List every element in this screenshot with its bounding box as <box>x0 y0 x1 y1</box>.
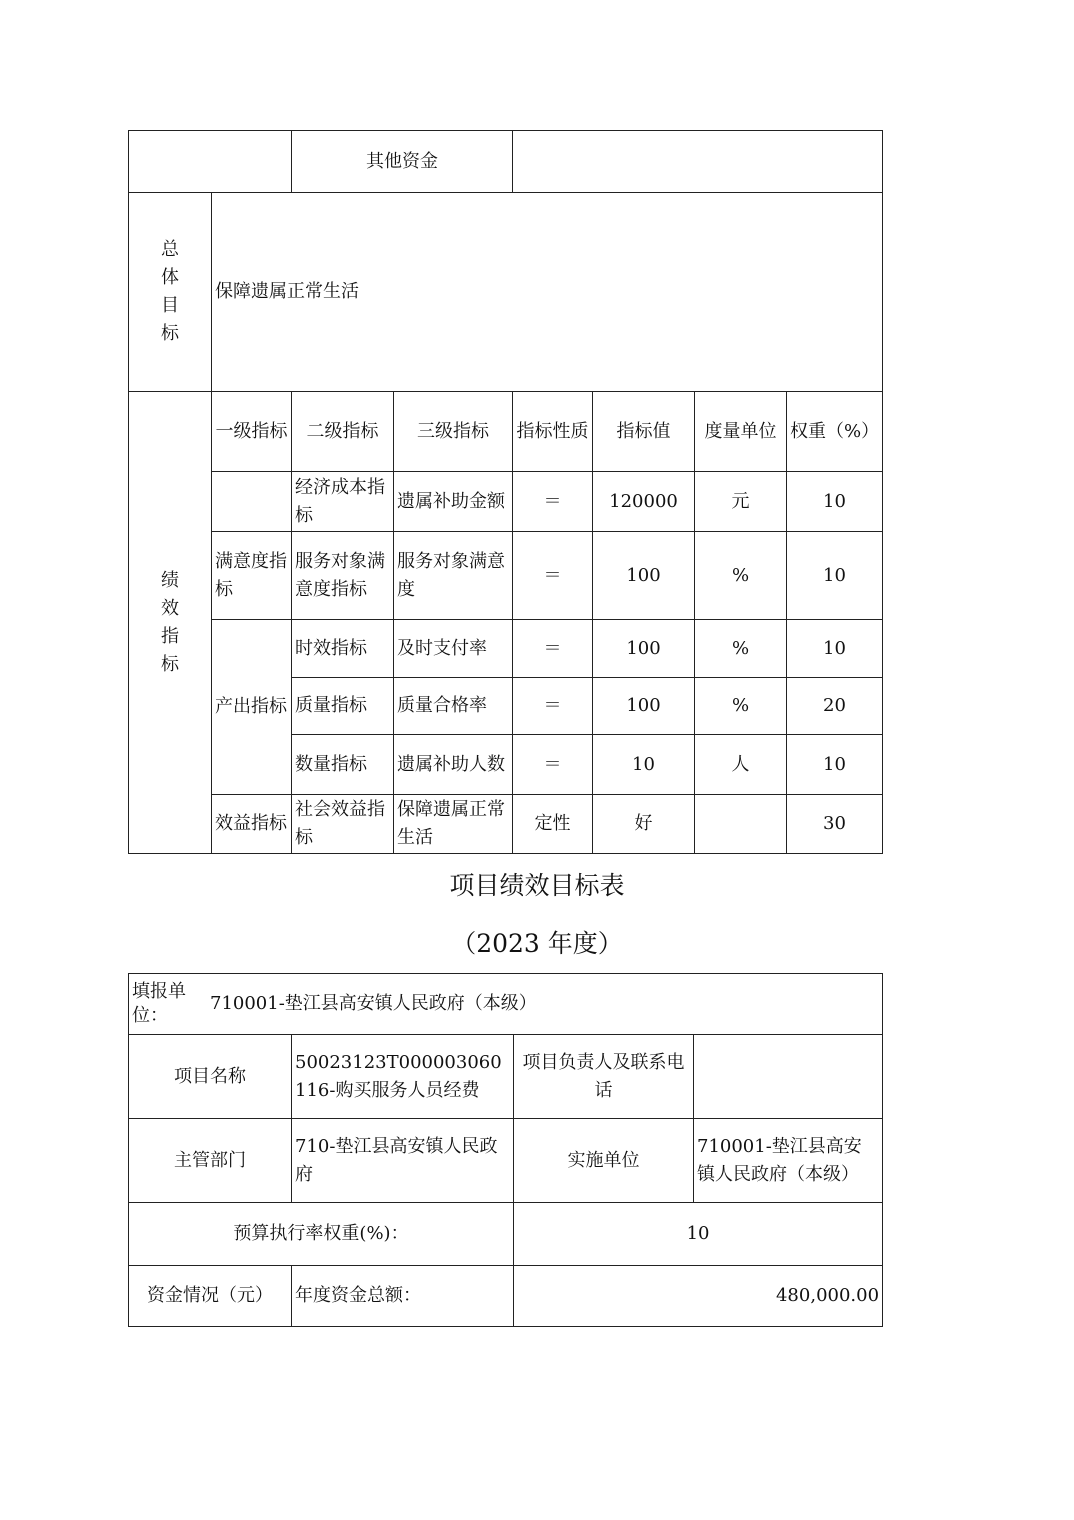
level2-cell: 经济成本指标 <box>292 472 394 532</box>
unit-cell: 人 <box>695 735 787 795</box>
funds-label: 资金情况（元） <box>129 1266 292 1327</box>
budget-rate-row <box>129 1203 883 1266</box>
project-name-row <box>129 1035 883 1119</box>
header-weight: 权重（%） <box>787 392 883 472</box>
department-label: 主管部门 <box>129 1119 292 1203</box>
weight-cell: 10 <box>787 735 883 795</box>
project-name-value: 50023123T000003060116-购买服务人员经费 <box>292 1035 514 1119</box>
contact-value <box>694 1035 883 1119</box>
budget-rate-value: 10 <box>514 1203 883 1266</box>
weight-cell: 10 <box>787 532 883 620</box>
other-funds-row <box>129 131 883 193</box>
header-value: 指标值 <box>593 392 695 472</box>
table-row <box>129 472 883 532</box>
header-level3: 三级指标 <box>394 392 513 472</box>
level3-cell: 遗属补助人数 <box>394 735 513 795</box>
level2-cell: 服务对象满意度指标 <box>292 532 394 620</box>
nature-cell: ＝ <box>513 735 593 795</box>
annual-total-value: 480,000.00 <box>514 1266 883 1327</box>
department-value: 710-垫江县高安镇人民政府 <box>292 1119 514 1203</box>
level3-cell: 质量合格率 <box>394 678 513 735</box>
header-level1: 一级指标 <box>212 392 292 472</box>
indicator-header-row <box>129 392 883 472</box>
document-year: （2023 年度） <box>451 929 623 958</box>
nature-cell: 定性 <box>513 795 593 854</box>
reporting-unit-row <box>129 974 883 1035</box>
implementing-unit-value: 710001-垫江县高安镇人民政府（本级） <box>694 1119 883 1203</box>
implementing-unit-label: 实施单位 <box>514 1119 694 1203</box>
level2-cell: 社会效益指标 <box>292 795 394 854</box>
overall-goal-row <box>129 193 883 392</box>
contact-label: 项目负责人及联系电话 <box>514 1035 694 1119</box>
unit-cell: % <box>695 678 787 735</box>
project-info-table <box>128 973 883 1327</box>
table-row <box>129 795 883 854</box>
value-cell: 好 <box>593 795 695 854</box>
level3-cell: 服务对象满意度 <box>394 532 513 620</box>
level1-cell <box>212 472 292 532</box>
level3-cell: 及时支付率 <box>394 620 513 678</box>
unit-cell: 元 <box>695 472 787 532</box>
value-cell: 100 <box>593 532 695 620</box>
funds-row <box>129 1266 883 1327</box>
nature-cell: ＝ <box>513 678 593 735</box>
level2-cell: 时效指标 <box>292 620 394 678</box>
level3-cell: 保障遗属正常生活 <box>394 795 513 854</box>
header-level2: 二级指标 <box>292 392 394 472</box>
value-cell: 100 <box>593 678 695 735</box>
nature-cell: ＝ <box>513 532 593 620</box>
level3-cell: 遗属补助金额 <box>394 472 513 532</box>
document-title: 项目绩效目标表 <box>449 871 625 900</box>
department-row <box>129 1119 883 1203</box>
header-nature: 指标性质 <box>513 392 593 472</box>
unit-cell <box>695 795 787 854</box>
level1-cell: 效益指标 <box>212 795 292 854</box>
annual-total-label: 年度资金总额： <box>292 1266 514 1327</box>
unit-cell: % <box>695 620 787 678</box>
reporting-unit-label: 填报单位： <box>132 981 186 1026</box>
weight-cell: 10 <box>787 620 883 678</box>
header-unit: 度量单位 <box>695 392 787 472</box>
overall-goal-text: 保障遗属正常生活 <box>212 193 883 392</box>
level2-cell: 数量指标 <box>292 735 394 795</box>
value-cell: 10 <box>593 735 695 795</box>
other-funds-label: 其他资金 <box>292 131 513 193</box>
reporting-unit-value: 710001-垫江县高安镇人民政府（本级） <box>210 993 537 1014</box>
level2-cell: 质量指标 <box>292 678 394 735</box>
weight-cell: 10 <box>787 472 883 532</box>
nature-cell: ＝ <box>513 472 593 532</box>
weight-cell: 20 <box>787 678 883 735</box>
table-row <box>129 620 883 678</box>
value-cell: 100 <box>593 620 695 678</box>
table-row <box>129 532 883 620</box>
level1-cell: 满意度指标 <box>212 532 292 620</box>
weight-cell: 30 <box>787 795 883 854</box>
nature-cell: ＝ <box>513 620 593 678</box>
overall-goal-label: 总体目标 <box>161 239 179 344</box>
performance-indicator-label: 绩效指标 <box>161 569 179 675</box>
budget-rate-label: 预算执行率权重(%)： <box>129 1203 514 1266</box>
value-cell: 120000 <box>593 472 695 532</box>
performance-indicator-table <box>128 130 883 854</box>
project-name-label: 项目名称 <box>129 1035 292 1119</box>
level1-cell: 产出指标 <box>212 620 292 795</box>
unit-cell: % <box>695 532 787 620</box>
